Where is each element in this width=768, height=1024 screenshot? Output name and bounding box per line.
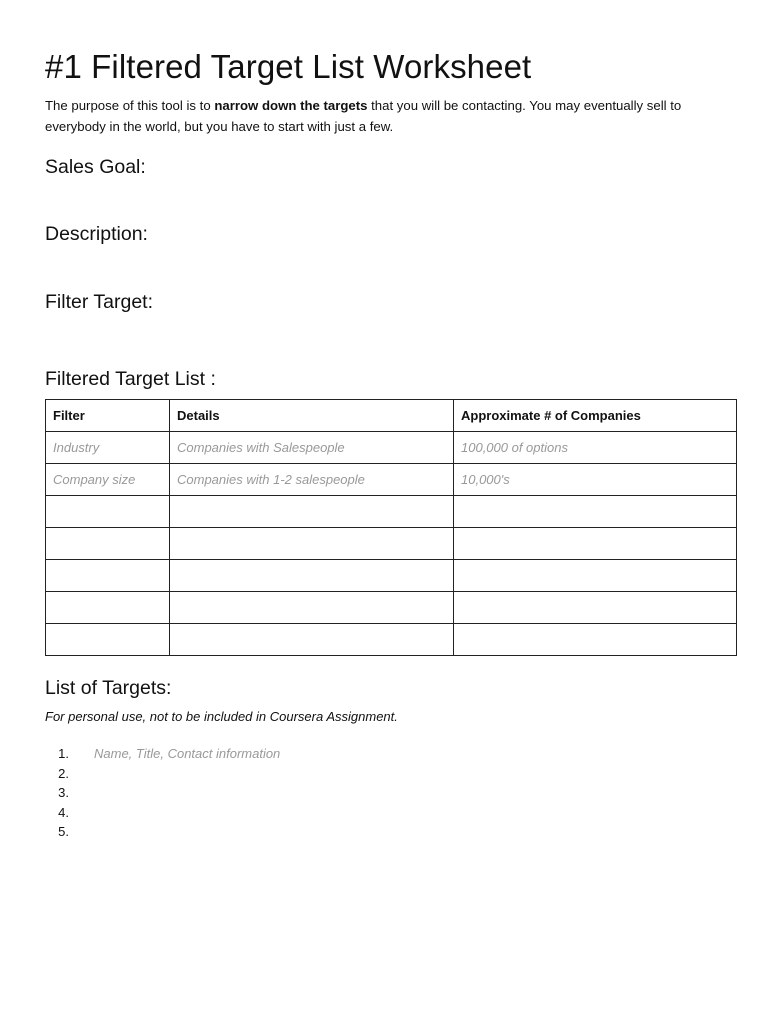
table-cell xyxy=(46,528,170,560)
sales-goal-label: Sales Goal: xyxy=(45,156,146,178)
list-item xyxy=(45,822,280,842)
table-cell xyxy=(454,528,737,560)
table-cell xyxy=(170,592,454,624)
list-number: 5. xyxy=(58,824,69,839)
list-item xyxy=(45,764,280,784)
list-item xyxy=(45,783,280,803)
description-label: Description: xyxy=(45,223,148,245)
table-cell xyxy=(46,592,170,624)
table-cell: 10,000's xyxy=(454,464,737,496)
filtered-target-list-label: Filtered Target List : xyxy=(45,368,216,390)
list-number: 3. xyxy=(58,785,69,800)
intro-text-end: that you will be contacting. You may eventually sell to everybody in the world, but you have to start with just a few. xyxy=(45,98,682,134)
list-item xyxy=(45,803,280,823)
table-cell xyxy=(454,592,737,624)
header-filter: Filter xyxy=(46,400,170,432)
header-details: Details xyxy=(170,400,454,432)
table-row xyxy=(46,592,737,624)
table-row xyxy=(46,560,737,592)
header-approx-companies: Approximate # of Companies xyxy=(454,400,737,432)
list-of-targets-heading: List of Targets: xyxy=(45,677,172,699)
table-cell xyxy=(170,560,454,592)
table-cell xyxy=(46,624,170,656)
table-cell xyxy=(46,496,170,528)
intro-text-start: The purpose of this tool is to xyxy=(45,98,215,113)
table-cell xyxy=(454,624,737,656)
table-cell xyxy=(170,496,454,528)
table-row xyxy=(46,464,737,496)
intro-paragraph xyxy=(45,96,735,137)
personal-use-note: For personal use, not to be included in Coursera Assignment. xyxy=(45,709,398,724)
list-item xyxy=(45,744,280,764)
table-cell xyxy=(454,496,737,528)
table-row xyxy=(46,432,737,464)
table-cell xyxy=(454,560,737,592)
table-cell: Company size xyxy=(46,464,170,496)
list-item-text: Name, Title, Contact information xyxy=(94,746,281,761)
list-number: 4. xyxy=(58,804,69,820)
table-header-row xyxy=(46,400,737,432)
filter-target-label: Filter Target: xyxy=(45,291,154,313)
page-title: #1 Filtered Target List Worksheet xyxy=(45,48,532,85)
table-cell: Companies with Salespeople xyxy=(170,432,454,464)
table-cell xyxy=(170,528,454,560)
table-cell: Companies with 1-2 salespeople xyxy=(170,464,454,496)
filter-table xyxy=(45,399,737,656)
table-cell xyxy=(170,624,454,656)
list-number: 2. xyxy=(58,765,69,781)
table-cell: Industry xyxy=(46,432,170,464)
table-cell xyxy=(46,560,170,592)
targets-list xyxy=(45,744,280,842)
table-row xyxy=(46,496,737,528)
table-cell: 100,000 of options xyxy=(454,432,737,464)
table-row xyxy=(46,528,737,560)
list-number: 1. xyxy=(58,746,69,761)
table-row xyxy=(46,624,737,656)
intro-text-bold: narrow down the targets xyxy=(214,98,368,113)
worksheet-page xyxy=(45,0,737,1024)
